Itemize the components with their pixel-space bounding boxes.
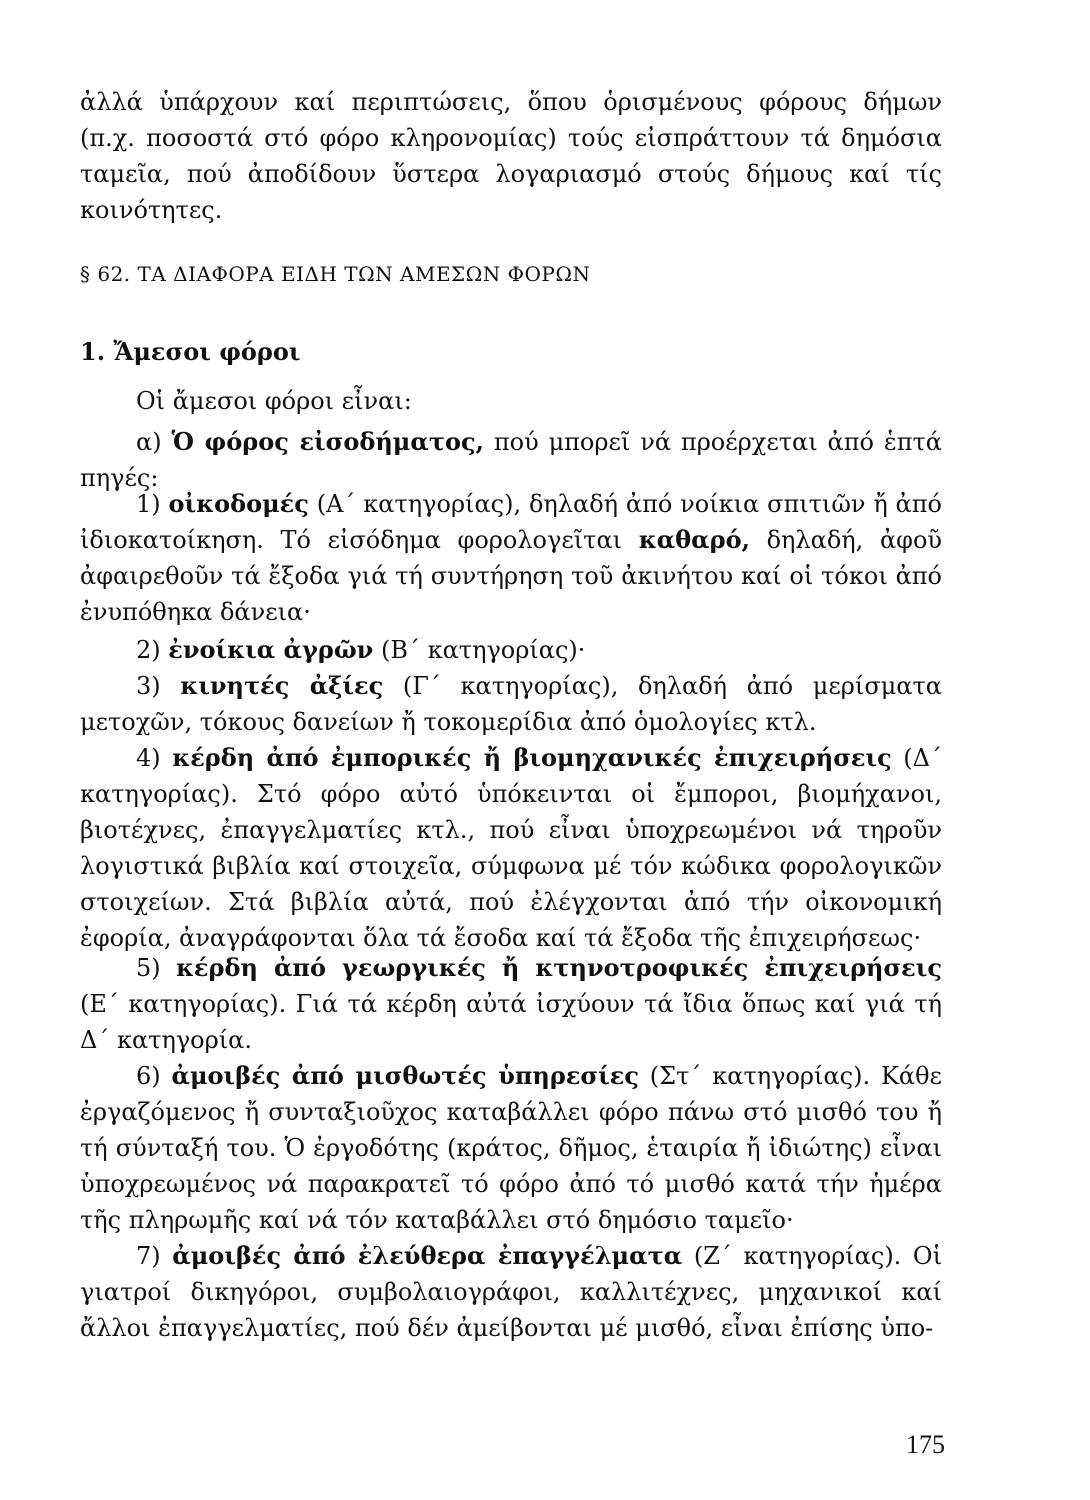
term-liberal-professions: ἀμοιβές ἀπό ἐλεύθερα ἐπαγγέλματα (172, 1241, 683, 1270)
paragraph-liberal-professions (80, 1238, 942, 1346)
term-buildings: οἰκοδομές (168, 489, 309, 518)
paragraph-land-rents (80, 632, 942, 668)
paragraph-text: Οἱ ἄμεσοι φόροι εἶναι: (136, 387, 412, 415)
item-marker: 2) (136, 636, 169, 664)
item-marker: 1) (136, 490, 169, 518)
paragraph-agricultural-profits (80, 950, 942, 1058)
paragraph-text: (Β΄ κατηγορίας)· (373, 636, 586, 664)
paragraph-securities (80, 668, 942, 740)
paragraph-buildings (80, 486, 942, 630)
term-agricultural-profits: κέρδη ἀπό γεωργικές ἤ κτηνοτροφικές ἐπιχειρήσεις (175, 953, 942, 982)
intro-text: ἀλλά ὑπάρχουν καί περιπτώσεις, ὅπου ὁρισμένους φόρους δήμων (π.χ. ποσοστά στό φόρο κληρονομίας) τούς εἰσπράττουν τά δημόσια ταμεῖα, πού ἀποδίδουν ὕστερα λογαριασμό στούς δήμους καί τίς κοινότητες. (80, 88, 942, 224)
section-heading: § 62. ΤΑ ΔΙΑΦΟΡΑ ΕΙΔΗ ΤΩΝ ΑΜΕΣΩΝ ΦΟΡΩΝ (80, 262, 591, 286)
paragraph-text: (Ζ΄ κατηγορίας). Οἱ γιατροί δικηγόροι, συμβολαιογράφοι, καλλιτέχνες, μηχανικοί καί ἄλλοι ἐπαγγελματίες, πού δέν ἀμείβονται μέ μισθό, εἶναι ἐπίσης ὑπο- (80, 1242, 943, 1342)
paragraph-commercial-profits (80, 740, 942, 956)
paragraph-text: πού μπορεῖ νά προέρχεται ἀπό ἑπτά πηγές: (80, 428, 943, 492)
term-net: καθαρό, (638, 525, 750, 554)
paragraph-salaried-services (80, 1058, 942, 1238)
paragraph-text: (Γ΄ κατηγορίας), δηλαδή ἀπό μερίσματα μετοχῶν, τόκους δανείων ἤ τοκομερίδια ἀπό ὁμολογίες κτλ. (80, 672, 942, 736)
paragraph-text: (Στ΄ κατηγορίας). Κάθε ἐργαζόμενος ἤ συνταξιοῦχος καταβάλλει φόρο πάνω στό μισθό του ἤ τή σύνταξή του. Ὁ ἐργοδότης (κράτος, δῆμος, ἑταιρία ἤ ἰδιώτης) εἶναι ὑποχρεωμένος νά παρακρατεῖ τό φόρο ἀπό τό μισθό κατά τήν ἡμέρα τῆς πληρωμῆς καί νά τόν καταβάλλει στό δημόσιο ταμεῖο· (80, 1062, 942, 1234)
paragraph-text: δηλαδή, ἀφοῦ ἀφαιρεθοῦν τά ἔξοδα γιά τή συντήρηση τοῦ ἀκινήτου καί οἱ τόκοι ἀπό ἐνυπόθηκα δάνεια· (80, 526, 942, 626)
intro-paragraph (80, 84, 942, 228)
paragraph-text: (Δ΄ κατηγορίας). Στό φόρο αὐτό ὑπόκεινται οἱ ἔμποροι, βιομήχανοι, βιοτέχνες, ἐπαγγελματίες κτλ., πού εἶναι ὑποχρεωμένοι νά τηροῦν λογιστικά βιβλία καί στοιχεῖα, σύμφωνα μέ τόν κώδικα φορολογικῶν στοιχείων. Στά βιβλία αὐτά, πού ἐλέγχονται ἀπό τήν οἰκονομική ἐφορία, ἀναγράφονται ὅλα τά ἔσοδα καί τά ἔξοδα τῆς ἐπιχειρήσεως· (80, 744, 942, 952)
paragraph-text: (Α΄ κατηγορίας), δηλαδή ἀπό νοίκια σπιτιῶν ἤ ἀπό ἰδιοκατοίκηση. Τό εἰσόδημα φορολογεῖται (80, 490, 942, 554)
paragraph-text: (Ε΄ κατηγορίας). Γιά τά κέρδη αὐτά ἰσχύουν τά ἴδια ὅπως καί γιά τή Δ΄ κατηγορία. (80, 990, 942, 1054)
item-marker: 3) (136, 672, 181, 700)
term-securities: κινητές ἀξίες (180, 671, 384, 700)
term-income-tax: Ὁ φόρος εἰσοδήματος, (171, 427, 484, 456)
page-number: 175 (906, 1430, 945, 1459)
subsection-heading: 1. Ἄμεσοι φόροι (80, 337, 301, 366)
term-commercial-profits: κέρδη ἀπό ἐμπορικές ἤ βιομηχανικές ἐπιχειρήσεις (172, 743, 892, 772)
item-marker: 5) (136, 954, 176, 982)
item-marker: 7) (136, 1242, 173, 1270)
item-marker: 4) (136, 744, 173, 772)
term-salaried-services: ἀμοιβές ἀπό μισθωτές ὑπηρεσίες (171, 1061, 639, 1090)
paragraph-intro-list (80, 383, 942, 419)
item-marker: 6) (136, 1062, 172, 1090)
term-land-rents: ἐνοίκια ἀγρῶν (168, 635, 374, 664)
item-marker: α) (136, 428, 172, 456)
